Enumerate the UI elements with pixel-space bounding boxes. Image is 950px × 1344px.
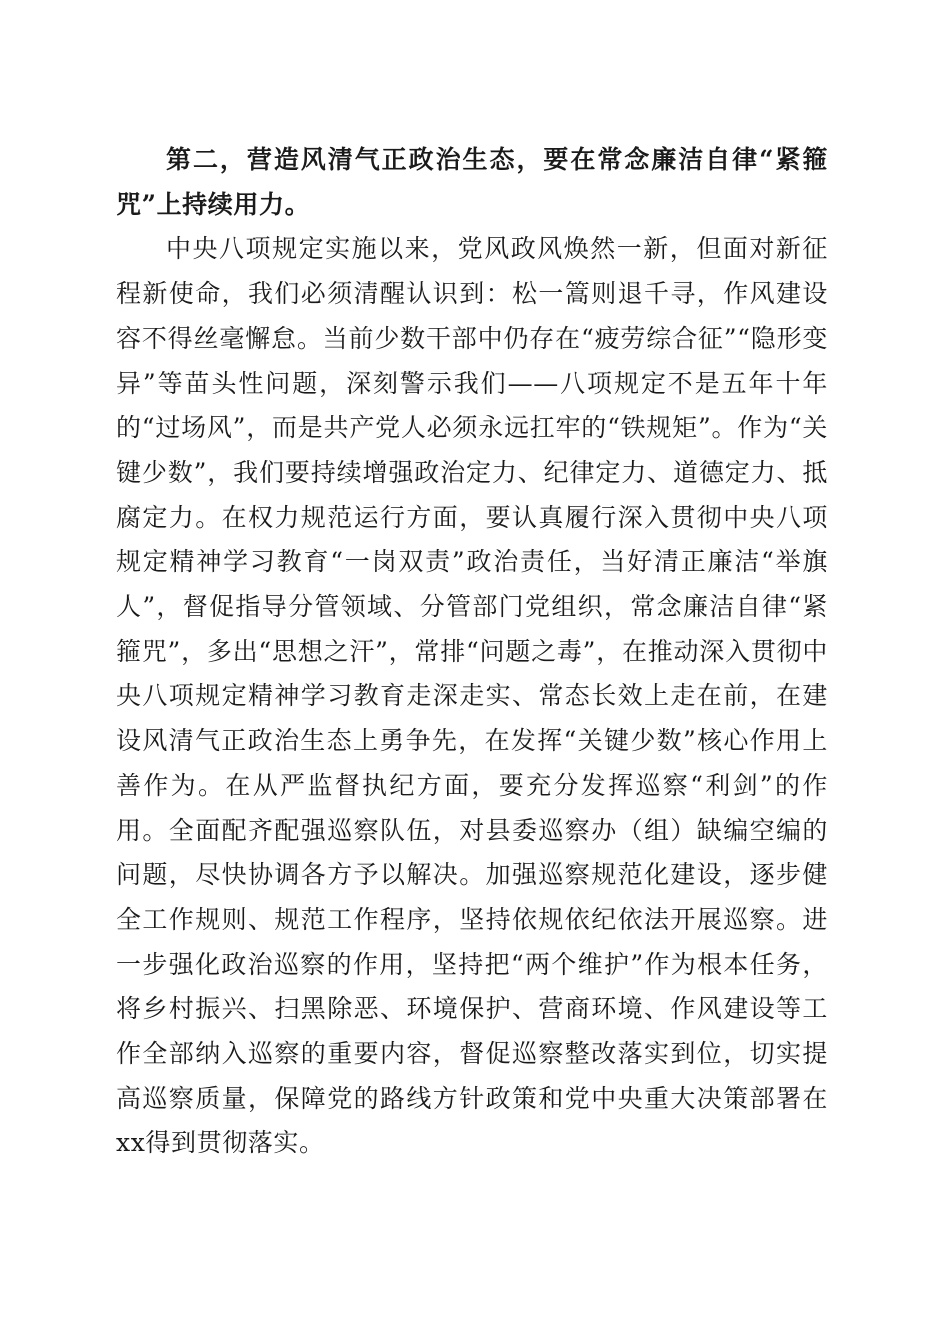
section-heading: 第二，营造风清气正政治生态，要在常念廉洁自律“紧箍咒”上持续用力。 (116, 145, 828, 219)
body-paragraph: 中央八项规定实施以来，党风政风焕然一新，但面对新征程新使命，我们必须清醒认识到：松一篙则退千寻，作风建设容不得丝毫懈怠。当前少数干部中仍存在“疲劳综合征”“隐形变异”等苗头性问题，深刻警示我们——八项规定不是五年十年的“过场风”，而是共产党人必须永远扛牢的“铁规矩”。作为“关键少数”，我们要持续增强政治定力、纪律定力、道德定力、抵腐定力。在权力规范运行方面，要认真履行深入贯彻中央八项规定精神学习教育“一岗双责”政治责任，当好清正廉洁“举旗人”，督促指导分管领域、分管部门党组织，常念廉洁自律“紧箍咒”，多出“思想之汗”，常排“问题之毒”，在推动深入贯彻中央八项规定精神学习教育走深走实、常态长效上走在前，在建设风清气正政治生态上勇争先，在发挥“关键少数”核心作用上善作为。在从严监督执纪方面，要充分发挥巡察“利剑”的作用。全面配齐配强巡察队伍，对县委巡察办（组）缺编空编的问题，尽快协调各方予以解决。加强巡察规范化建设，逐步健全工作规则、规范工作程序，坚持依规依纪依法开展巡察。进一步强化政治巡察的作用，坚持把“两个维护”作为根本任务，将乡村振兴、扫黑除恶、环境保护、营商环境、作风建设等工作全部纳入巡察的重要内容，督促巡察整改落实到位，切实提高巡察质量，保障党的路线方针政策和党中央重大决策部署在xx得到贯彻落实。 (116, 234, 828, 1158)
document-body (116, 138, 828, 1166)
